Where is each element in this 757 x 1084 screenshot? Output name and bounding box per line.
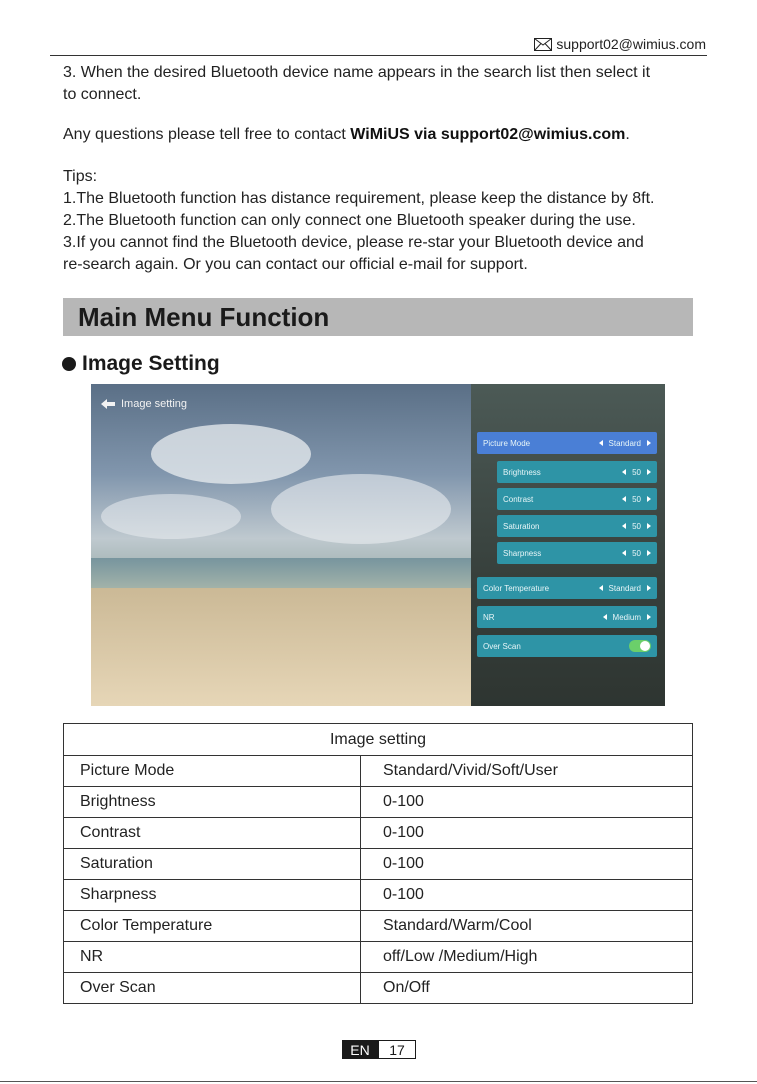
tip-item: 2.The Bluetooth function can only connect one Bluetooth speaker during the use. xyxy=(63,212,636,229)
image-setting-table xyxy=(63,723,693,1004)
left-arrow-icon[interactable] xyxy=(622,496,626,502)
tips-title: Tips: xyxy=(63,168,98,185)
left-arrow-icon[interactable] xyxy=(622,469,626,475)
bullet-icon xyxy=(62,357,76,371)
sea-area xyxy=(91,558,471,588)
header-email-text[interactable]: support02@wimius.com xyxy=(556,36,706,52)
left-arrow-icon[interactable] xyxy=(622,523,626,529)
menu-item-label: NR xyxy=(483,612,495,622)
menu-item-label: Contrast xyxy=(503,494,534,504)
right-arrow-icon[interactable] xyxy=(647,614,651,620)
tip-item: 1.The Bluetooth function has distance requirement, please keep the distance by 8ft. xyxy=(63,190,655,207)
cloud-shape xyxy=(151,424,311,484)
menu-item-value: 50 xyxy=(632,521,641,531)
cloud-shape xyxy=(101,494,241,539)
menu-item-label: Picture Mode xyxy=(483,438,531,448)
bottom-divider xyxy=(0,1081,757,1082)
subsection-heading xyxy=(62,352,220,376)
step3-line2: to connect. xyxy=(63,86,142,103)
menu-item-color-temperature[interactable] xyxy=(477,577,657,599)
menu-item-label: Saturation xyxy=(503,521,540,531)
page-footer xyxy=(342,1040,416,1059)
tip-item: 3.If you cannot find the Bluetooth device, please re-star your Bluetooth device and xyxy=(63,234,644,251)
tips-block xyxy=(63,166,695,276)
contact-prefix: Any questions please tell free to contact xyxy=(63,126,351,143)
menu-item-value: Standard xyxy=(608,438,641,448)
table-cell-options: 0-100 xyxy=(361,818,693,849)
step3-line1: 3. When the desired Bluetooth device name appears in the search list then select it xyxy=(63,64,651,81)
left-arrow-icon[interactable] xyxy=(622,550,626,556)
page-number: 17 xyxy=(378,1040,416,1059)
envelope-icon xyxy=(534,38,552,51)
menu-item-brightness[interactable] xyxy=(497,461,657,483)
section-title: Main Menu Function xyxy=(78,302,330,332)
table-cell-options: off/Low /Medium/High xyxy=(361,942,693,973)
table-cell-options: On/Off xyxy=(361,973,693,1004)
menu-item-label: Brightness xyxy=(503,467,541,477)
table-row xyxy=(64,973,693,1004)
table-cell-options: Standard/Vivid/Soft/User xyxy=(361,756,693,787)
menu-item-picture-mode[interactable] xyxy=(477,432,657,454)
contact-emphasis: WiMiUS via support02@wimius.com xyxy=(350,126,626,143)
right-arrow-icon[interactable] xyxy=(647,585,651,591)
left-arrow-icon[interactable] xyxy=(599,440,603,446)
tip-item: re-search again. Or you can contact our official e-mail for support. xyxy=(63,256,528,273)
cloud-shape xyxy=(271,474,451,544)
table-cell-setting: Over Scan xyxy=(64,973,361,1004)
table-cell-setting: Color Temperature xyxy=(64,911,361,942)
menu-item-over-scan[interactable] xyxy=(477,635,657,657)
header-divider xyxy=(50,55,707,56)
right-arrow-icon[interactable] xyxy=(647,496,651,502)
table-row xyxy=(64,880,693,911)
table-cell-options: 0-100 xyxy=(361,787,693,818)
contact-suffix: . xyxy=(625,126,630,143)
menu-item-nr[interactable] xyxy=(477,606,657,628)
table-cell-setting: NR xyxy=(64,942,361,973)
left-arrow-icon[interactable] xyxy=(603,614,607,620)
left-arrow-icon[interactable] xyxy=(599,585,603,591)
back-arrow-icon[interactable] xyxy=(101,399,115,409)
table-row xyxy=(64,942,693,973)
table-header: Image setting xyxy=(64,724,693,756)
menu-item-label: Sharpness xyxy=(503,548,542,558)
beach-area xyxy=(91,588,481,706)
subsection-title: Image Setting xyxy=(82,352,220,375)
menu-item-value: Standard xyxy=(608,583,641,593)
table-row xyxy=(64,911,693,942)
menu-item-saturation[interactable] xyxy=(497,515,657,537)
language-badge: EN xyxy=(342,1040,378,1059)
table-cell-setting: Brightness xyxy=(64,787,361,818)
table-cell-options: Standard/Warm/Cool xyxy=(361,911,693,942)
tv-menu-screenshot xyxy=(91,384,665,706)
menu-item-value: 50 xyxy=(632,548,641,558)
table-cell-options: 0-100 xyxy=(361,849,693,880)
menu-item-value: 50 xyxy=(632,494,641,504)
menu-item-contrast[interactable] xyxy=(497,488,657,510)
table-cell-setting: Saturation xyxy=(64,849,361,880)
table-row xyxy=(64,849,693,880)
right-arrow-icon[interactable] xyxy=(647,550,651,556)
right-arrow-icon[interactable] xyxy=(647,523,651,529)
menu-item-sharpness[interactable] xyxy=(497,542,657,564)
header-email xyxy=(534,36,706,52)
menu-item-value: Medium xyxy=(612,612,641,622)
menu-item-value: 50 xyxy=(632,467,641,477)
table-cell-options: 0-100 xyxy=(361,880,693,911)
table-row xyxy=(64,756,693,787)
table-row xyxy=(64,818,693,849)
right-arrow-icon[interactable] xyxy=(647,469,651,475)
table-cell-setting: Sharpness xyxy=(64,880,361,911)
over-scan-toggle[interactable] xyxy=(629,640,651,652)
menu-item-label: Over Scan xyxy=(483,641,521,651)
screen-title xyxy=(101,398,187,410)
step3-paragraph xyxy=(63,62,695,106)
screen-title-text: Image setting xyxy=(121,398,188,410)
table-row xyxy=(64,787,693,818)
section-banner xyxy=(63,298,693,336)
table-cell-setting: Picture Mode xyxy=(64,756,361,787)
table-cell-setting: Contrast xyxy=(64,818,361,849)
menu-item-label: Color Temperature xyxy=(483,583,550,593)
contact-paragraph xyxy=(63,124,695,146)
right-arrow-icon[interactable] xyxy=(647,440,651,446)
